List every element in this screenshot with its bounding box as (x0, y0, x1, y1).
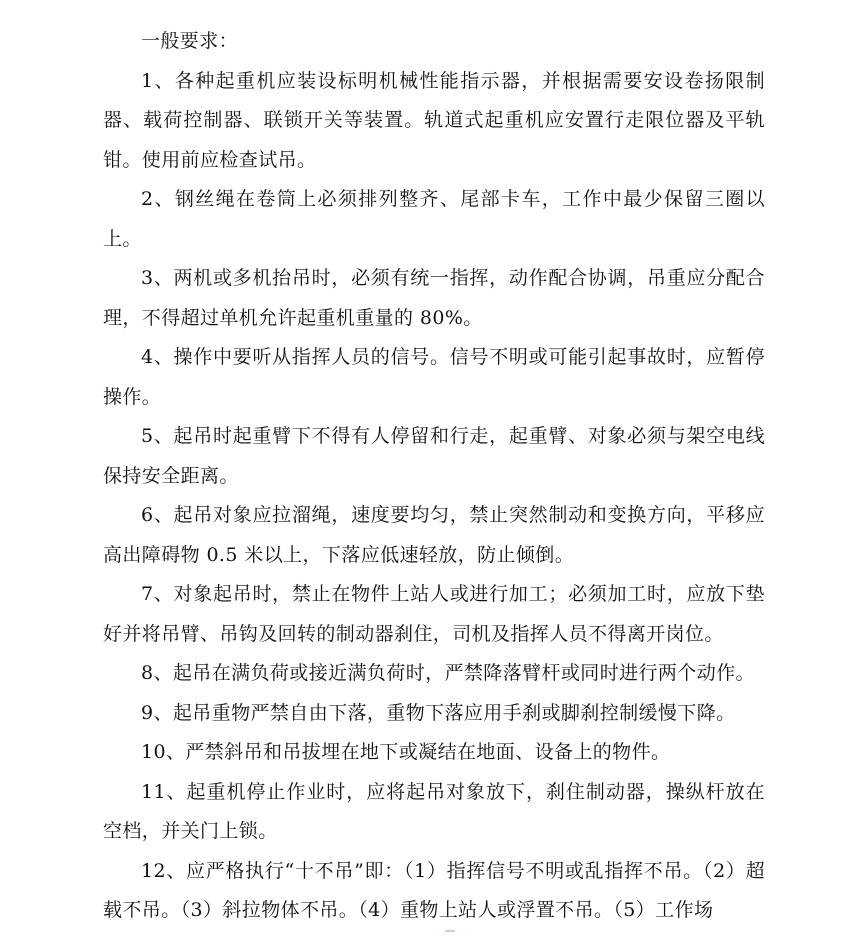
paragraph-4: 4、操作中要听从指挥人员的信号。信号不明或可能引起事故时，应暂停操作。 (103, 346, 765, 408)
paragraph-3: 3、两机或多机抬吊时，必须有统一指挥，动作配合协调，吊重应分配合理，不得超过单机允许起重机重量的 80%。 (103, 267, 765, 329)
paragraph-7: 7、对象起吊时，禁止在物件上站人或进行加工；必须加工时，应放下垫好并将吊臂、吊钩及回转的制动器刹住，司机及指挥人员不得离开岗位。 (103, 583, 765, 645)
document-body (103, 22, 765, 931)
paragraph-5: 5、起吊时起重臂下不得有人停留和行走，起重臂、对象必须与架空电线保持安全距离。 (103, 425, 765, 487)
paragraph-12: 12、应严格执行“十不吊”即：（1）指挥信号不明或乱指挥不吊。（2）超载不吊。（3）斜拉物体不吊。（4）重物上站人或浮置不吊。（5）工作场 (103, 859, 765, 921)
paragraph-9: 9、起吊重物严禁自由下落，重物下落应用手刹或脚刹控制缓慢下降。 (141, 701, 736, 724)
paragraph-6: 6、起吊对象应拉溜绳，速度要均匀，禁止突然制动和变换方向，平移应高出障碍物 0.5 米以上，下落应低速轻放，防止倾倒。 (103, 504, 765, 566)
paragraph-2: 2、钢丝绳在卷筒上必须排列整齐、尾部卡车，工作中最少保留三圈以上。 (103, 188, 765, 250)
paragraph-1: 1、各种起重机应装设标明机械性能指示器，并根据需要安设卷扬限制器、载荷控制器、联锁开关等装置。轨道式起重机应安置行走限位器及平轨钳。使用前应检查试吊。 (103, 69, 765, 171)
page-edge-mark (445, 930, 455, 938)
paragraph-8: 8、起吊在满负荷或接近满负荷时，严禁降落臂杆或同时进行两个动作。 (141, 662, 755, 684)
section-heading: 一般要求： (141, 30, 239, 52)
paragraph-10: 10、严禁斜吊和吊拔埋在地下或凝结在地面、设备上的物件。 (141, 741, 671, 763)
paragraph-11: 11、起重机停止作业时，应将起吊对象放下，刹住制动器，操纵杆放在空档，并关门上锁。 (103, 780, 765, 842)
